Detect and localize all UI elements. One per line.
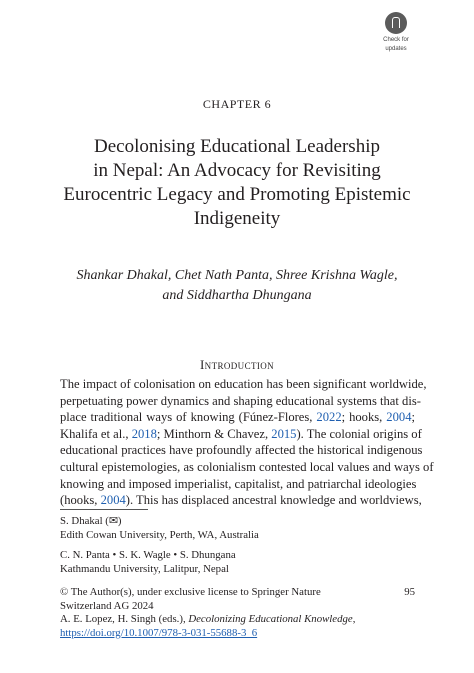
chapter-title (0, 135, 474, 231)
chapter-label: CHAPTER 6 (202, 97, 272, 111)
badge-label-line1: Check for (383, 37, 409, 43)
section-heading: Introduction (199, 357, 275, 372)
badge-label-line2: updates (385, 46, 407, 52)
citation-link[interactable]: 2004 (386, 410, 412, 425)
title-line: Decolonising Educational Leadership (94, 136, 380, 157)
affiliation: Kathmandu University, Lalitpur, Nepal (60, 562, 229, 575)
title-line: Indigeneity (193, 208, 281, 229)
title-line: in Nepal: An Advocacy for Revisiting (93, 160, 381, 181)
body-text: (hooks, (60, 493, 101, 508)
editors: A. E. Lopez, H. Singh (eds.), (60, 613, 189, 626)
page-number: 95 (404, 586, 415, 598)
book-title: Decolonizing Educational Knowledge (188, 613, 353, 626)
body-line: knowing and imposed imperialist, capitalist, and patriarchal ideologies (60, 476, 417, 491)
body-text: ). The colonial origins of (296, 426, 422, 441)
body-line: The impact of colonisation on education has been significant worldwide, (60, 377, 427, 391)
body-text: Khalifa et al., (60, 426, 132, 441)
body-text: ). This has displaced ancestral knowledge and worldviews, (125, 493, 422, 508)
body-line (60, 492, 422, 509)
body-line: educational practices have profoundly affected the historical indigenous (60, 443, 423, 458)
body-line (60, 409, 415, 426)
copyright-line: Switzerland AG 2024 (60, 599, 154, 612)
author-line: Shankar Dhakal, Chet Nath Panta, Shree Krishna Wagle, (76, 268, 398, 283)
citation-link[interactable]: 2022 (316, 410, 342, 425)
check-for-updates-badge[interactable] (376, 12, 416, 62)
body-paragraph (60, 376, 434, 509)
doi-link[interactable]: https://doi.org/10.1007/978-3-031-55688-3_6 (60, 626, 258, 639)
copyright-block (60, 586, 420, 640)
body-line: perpetuating power dynamics and shaping educational systems that dis- (60, 393, 421, 408)
body-line (60, 426, 422, 443)
body-text: ; hooks, (341, 410, 387, 425)
bookmark-icon (385, 12, 407, 34)
affiliation: Edith Cowan University, Perth, WA, Australia (60, 528, 259, 541)
body-text: ; Minthorn & Chavez, (156, 426, 272, 441)
citation-link[interactable]: 2015 (271, 426, 297, 441)
body-line: cultural epistemologies, as colonialism contested local values and ways of (60, 459, 434, 474)
book-citation (60, 613, 420, 627)
corresponding-author: S. Dhakal (✉) (60, 515, 122, 527)
title-line: Eurocentric Legacy and Promoting Epistemic (63, 184, 411, 205)
author-footnotes (60, 515, 259, 576)
citation-link[interactable]: 2004 (100, 493, 126, 508)
co-authors: C. N. Panta • S. K. Wagle • S. Dhungana (60, 549, 236, 562)
citation-link[interactable]: 2018 (131, 426, 157, 441)
footnote-divider (60, 509, 148, 510)
body-text: place traditional ways of knowing (Fúnez-Flores, (60, 410, 317, 425)
punctuation: , (352, 613, 356, 626)
author-line: and Siddhartha Dhungana (162, 288, 312, 303)
author-list (0, 266, 474, 306)
copyright-line: © The Author(s), under exclusive license to Springer Nature (60, 586, 321, 598)
body-text: ; (411, 410, 415, 425)
